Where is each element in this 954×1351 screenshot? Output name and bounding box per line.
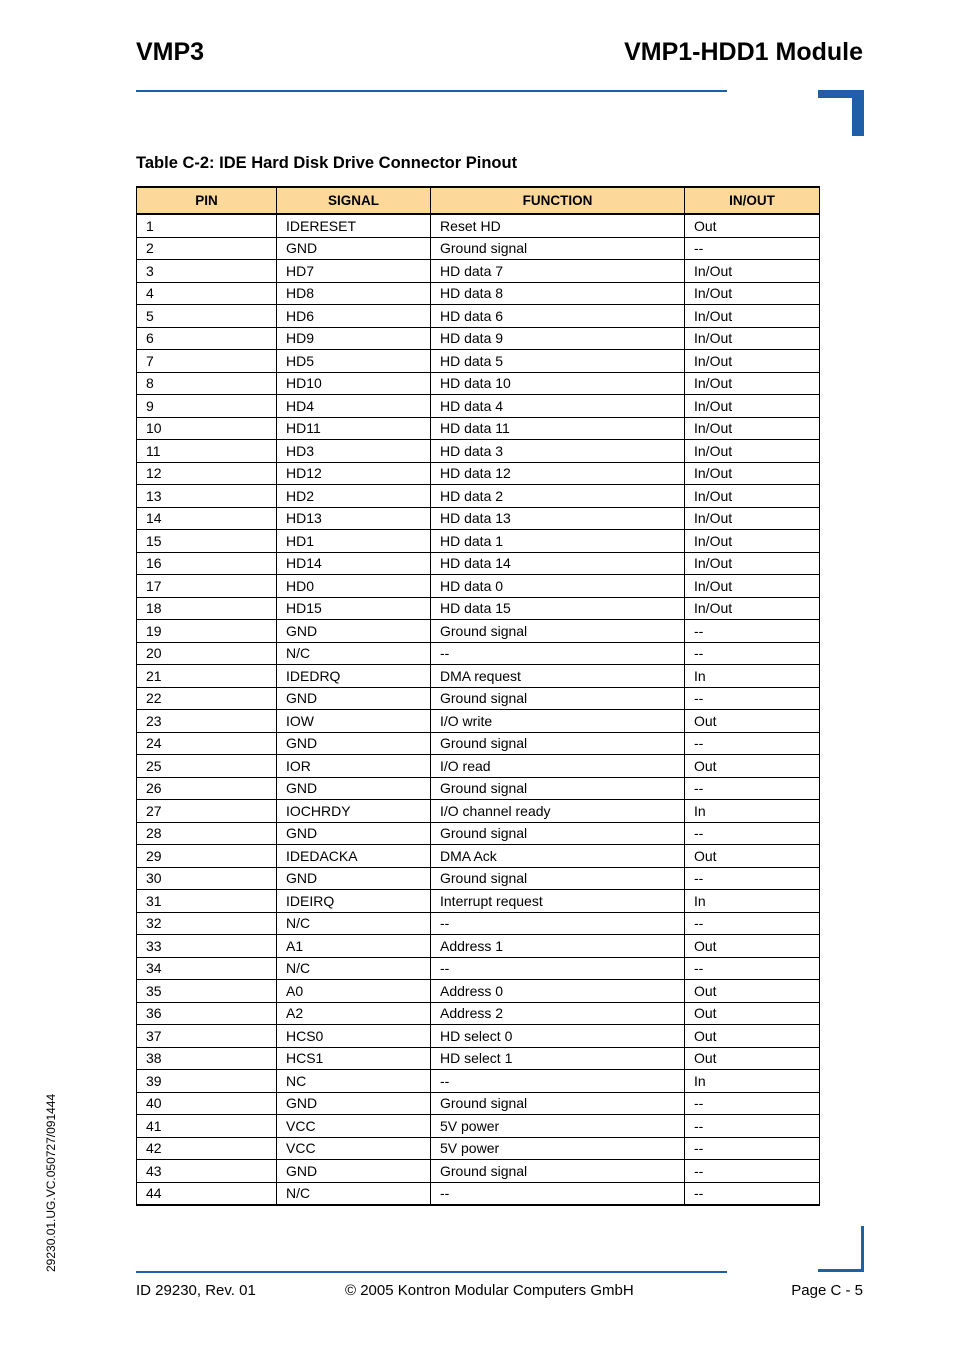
cell-inout: In/Out <box>685 327 820 350</box>
cell-inout: In/Out <box>685 552 820 575</box>
cell-pin: 22 <box>137 687 277 710</box>
cell-function: 5V power <box>431 1137 685 1160</box>
table-row <box>137 237 820 260</box>
table-row <box>137 260 820 283</box>
cell-pin: 2 <box>137 237 277 260</box>
cell-pin: 29 <box>137 845 277 868</box>
cell-signal: GND <box>277 777 431 800</box>
cell-function: HD data 6 <box>431 305 685 328</box>
cell-pin: 13 <box>137 485 277 508</box>
cell-function: HD data 14 <box>431 552 685 575</box>
document-id-vertical: 29230.01.UG.VC.050727/091444 <box>44 1093 58 1272</box>
table-row <box>137 1182 820 1205</box>
cell-function: -- <box>431 1070 685 1093</box>
cell-function: DMA request <box>431 665 685 688</box>
table-row <box>137 552 820 575</box>
cell-function: HD data 4 <box>431 395 685 418</box>
cell-pin: 23 <box>137 710 277 733</box>
cell-inout: Out <box>685 980 820 1003</box>
cell-function: HD data 15 <box>431 597 685 620</box>
cell-inout: -- <box>685 1182 820 1205</box>
cell-function: Ground signal <box>431 732 685 755</box>
footer-document-id: ID 29230, Rev. 01 <box>136 1282 256 1299</box>
cell-signal: IDEDACKA <box>277 845 431 868</box>
footer-page-number: Page C - 5 <box>791 1282 863 1299</box>
table-row <box>137 845 820 868</box>
cell-signal: HD11 <box>277 417 431 440</box>
table-row <box>137 957 820 980</box>
cell-pin: 4 <box>137 282 277 305</box>
table-row <box>137 214 820 237</box>
cell-pin: 14 <box>137 507 277 530</box>
cell-signal: IOR <box>277 755 431 778</box>
table-row <box>137 372 820 395</box>
cell-function: I/O read <box>431 755 685 778</box>
cell-function: HD data 7 <box>431 260 685 283</box>
cell-function: Ground signal <box>431 237 685 260</box>
cell-pin: 7 <box>137 350 277 373</box>
column-header-pin: PIN <box>137 187 277 214</box>
cell-pin: 17 <box>137 575 277 598</box>
cell-inout: Out <box>685 214 820 237</box>
cell-inout: -- <box>685 957 820 980</box>
cell-pin: 34 <box>137 957 277 980</box>
cell-pin: 8 <box>137 372 277 395</box>
cell-inout: Out <box>685 755 820 778</box>
table-row <box>137 980 820 1003</box>
table-row <box>137 305 820 328</box>
cell-function: Ground signal <box>431 620 685 643</box>
cell-signal: GND <box>277 1160 431 1183</box>
cell-signal: HD1 <box>277 530 431 553</box>
cell-function: Ground signal <box>431 1092 685 1115</box>
cell-inout: Out <box>685 935 820 958</box>
corner-mark-top-vertical <box>852 90 864 136</box>
pinout-table <box>136 186 820 1206</box>
cell-signal: HD9 <box>277 327 431 350</box>
cell-inout: In <box>685 665 820 688</box>
table-row <box>137 327 820 350</box>
cell-function: I/O write <box>431 710 685 733</box>
cell-signal: A2 <box>277 1002 431 1025</box>
cell-inout: -- <box>685 732 820 755</box>
cell-inout: In/Out <box>685 485 820 508</box>
cell-signal: GND <box>277 1092 431 1115</box>
cell-pin: 41 <box>137 1115 277 1138</box>
table-row <box>137 485 820 508</box>
cell-inout: In/Out <box>685 372 820 395</box>
cell-pin: 25 <box>137 755 277 778</box>
cell-function: Ground signal <box>431 822 685 845</box>
table-row <box>137 440 820 463</box>
cell-inout: In/Out <box>685 395 820 418</box>
cell-inout: In/Out <box>685 462 820 485</box>
cell-pin: 5 <box>137 305 277 328</box>
cell-signal: HCS0 <box>277 1025 431 1048</box>
table-row <box>137 935 820 958</box>
cell-function: -- <box>431 957 685 980</box>
cell-inout: In/Out <box>685 305 820 328</box>
cell-pin: 20 <box>137 642 277 665</box>
cell-signal: IDEDRQ <box>277 665 431 688</box>
cell-function: Ground signal <box>431 867 685 890</box>
cell-signal: HD4 <box>277 395 431 418</box>
cell-pin: 37 <box>137 1025 277 1048</box>
cell-signal: N/C <box>277 912 431 935</box>
cell-inout: In/Out <box>685 507 820 530</box>
cell-signal: HD2 <box>277 485 431 508</box>
cell-function: -- <box>431 1182 685 1205</box>
table-row <box>137 575 820 598</box>
cell-signal: IDERESET <box>277 214 431 237</box>
cell-signal: IOW <box>277 710 431 733</box>
table-row <box>137 687 820 710</box>
cell-inout: Out <box>685 845 820 868</box>
table-row <box>137 395 820 418</box>
cell-function: Interrupt request <box>431 890 685 913</box>
cell-function: I/O channel ready <box>431 800 685 823</box>
table-row <box>137 665 820 688</box>
column-header-signal: SIGNAL <box>277 187 431 214</box>
cell-function: HD data 12 <box>431 462 685 485</box>
cell-inout: Out <box>685 710 820 733</box>
cell-pin: 39 <box>137 1070 277 1093</box>
cell-function: Reset HD <box>431 214 685 237</box>
cell-inout: In/Out <box>685 350 820 373</box>
cell-pin: 32 <box>137 912 277 935</box>
cell-function: HD data 10 <box>431 372 685 395</box>
cell-inout: -- <box>685 867 820 890</box>
cell-pin: 10 <box>137 417 277 440</box>
cell-function: Ground signal <box>431 687 685 710</box>
cell-inout: Out <box>685 1047 820 1070</box>
cell-inout: In/Out <box>685 417 820 440</box>
cell-function: Address 1 <box>431 935 685 958</box>
table-row <box>137 417 820 440</box>
cell-function: HD data 5 <box>431 350 685 373</box>
footer-copyright: © 2005 Kontron Modular Computers GmbH <box>345 1282 634 1299</box>
column-header-function: FUNCTION <box>431 187 685 214</box>
table-row <box>137 282 820 305</box>
cell-pin: 42 <box>137 1137 277 1160</box>
cell-signal: HD15 <box>277 597 431 620</box>
table-row <box>137 867 820 890</box>
header-product: VMP3 <box>136 38 205 66</box>
cell-signal: GND <box>277 732 431 755</box>
cell-function: Ground signal <box>431 777 685 800</box>
cell-function: HD select 0 <box>431 1025 685 1048</box>
cell-signal: HD6 <box>277 305 431 328</box>
cell-inout: -- <box>685 912 820 935</box>
cell-signal: HD3 <box>277 440 431 463</box>
table-row <box>137 777 820 800</box>
table-row <box>137 1047 820 1070</box>
cell-signal: GND <box>277 687 431 710</box>
cell-inout: -- <box>685 822 820 845</box>
table-row <box>137 530 820 553</box>
cell-pin: 3 <box>137 260 277 283</box>
cell-signal: VCC <box>277 1115 431 1138</box>
cell-inout: -- <box>685 687 820 710</box>
table-row <box>137 800 820 823</box>
table-row <box>137 1025 820 1048</box>
cell-function: HD data 9 <box>431 327 685 350</box>
cell-pin: 21 <box>137 665 277 688</box>
table-row <box>137 1115 820 1138</box>
corner-mark-bottom-vertical <box>861 1226 864 1272</box>
table-row <box>137 620 820 643</box>
cell-inout: In/Out <box>685 282 820 305</box>
cell-pin: 19 <box>137 620 277 643</box>
cell-signal: GND <box>277 822 431 845</box>
cell-pin: 15 <box>137 530 277 553</box>
table-row <box>137 1002 820 1025</box>
table-row <box>137 890 820 913</box>
header-rule <box>136 90 727 92</box>
table-row <box>137 1070 820 1093</box>
cell-signal: A1 <box>277 935 431 958</box>
cell-inout: -- <box>685 237 820 260</box>
cell-pin: 24 <box>137 732 277 755</box>
cell-signal: HD13 <box>277 507 431 530</box>
cell-function: Ground signal <box>431 1160 685 1183</box>
cell-signal: IOCHRDY <box>277 800 431 823</box>
cell-signal: IDEIRQ <box>277 890 431 913</box>
table-row <box>137 462 820 485</box>
cell-signal: VCC <box>277 1137 431 1160</box>
cell-inout: In/Out <box>685 575 820 598</box>
cell-function: HD data 0 <box>431 575 685 598</box>
table-body <box>137 214 820 1205</box>
cell-inout: -- <box>685 1092 820 1115</box>
table-row <box>137 755 820 778</box>
cell-signal: HD14 <box>277 552 431 575</box>
cell-inout: -- <box>685 620 820 643</box>
table-row <box>137 597 820 620</box>
cell-pin: 9 <box>137 395 277 418</box>
cell-pin: 31 <box>137 890 277 913</box>
cell-pin: 27 <box>137 800 277 823</box>
cell-signal: N/C <box>277 1182 431 1205</box>
cell-pin: 40 <box>137 1092 277 1115</box>
cell-function: HD data 3 <box>431 440 685 463</box>
cell-function: HD data 8 <box>431 282 685 305</box>
cell-pin: 30 <box>137 867 277 890</box>
cell-signal: N/C <box>277 642 431 665</box>
cell-pin: 36 <box>137 1002 277 1025</box>
cell-signal: N/C <box>277 957 431 980</box>
cell-signal: GND <box>277 237 431 260</box>
cell-pin: 11 <box>137 440 277 463</box>
cell-inout: -- <box>685 642 820 665</box>
cell-signal: HD12 <box>277 462 431 485</box>
table-row <box>137 822 820 845</box>
cell-pin: 43 <box>137 1160 277 1183</box>
cell-pin: 38 <box>137 1047 277 1070</box>
column-header-inout: IN/OUT <box>685 187 820 214</box>
cell-signal: HD10 <box>277 372 431 395</box>
cell-signal: GND <box>277 867 431 890</box>
cell-signal: HD8 <box>277 282 431 305</box>
cell-function: Address 2 <box>431 1002 685 1025</box>
cell-inout: In <box>685 890 820 913</box>
cell-signal: HD5 <box>277 350 431 373</box>
cell-inout: Out <box>685 1025 820 1048</box>
cell-pin: 12 <box>137 462 277 485</box>
corner-mark-bottom <box>818 1269 864 1272</box>
cell-function: -- <box>431 642 685 665</box>
cell-pin: 44 <box>137 1182 277 1205</box>
cell-function: HD data 11 <box>431 417 685 440</box>
table-row <box>137 710 820 733</box>
cell-pin: 16 <box>137 552 277 575</box>
cell-function: DMA Ack <box>431 845 685 868</box>
cell-function: HD data 13 <box>431 507 685 530</box>
cell-inout: In <box>685 1070 820 1093</box>
cell-signal: HD7 <box>277 260 431 283</box>
table-row <box>137 1137 820 1160</box>
table-caption: Table C-2: IDE Hard Disk Drive Connector Pinout <box>136 154 518 172</box>
cell-inout: In/Out <box>685 260 820 283</box>
cell-function: HD data 2 <box>431 485 685 508</box>
footer-rule <box>136 1271 727 1273</box>
cell-pin: 26 <box>137 777 277 800</box>
cell-pin: 6 <box>137 327 277 350</box>
cell-function: 5V power <box>431 1115 685 1138</box>
table-row <box>137 642 820 665</box>
cell-inout: -- <box>685 777 820 800</box>
cell-inout: In <box>685 800 820 823</box>
header-module-title: VMP1-HDD1 Module <box>624 38 863 66</box>
cell-pin: 35 <box>137 980 277 1003</box>
cell-pin: 18 <box>137 597 277 620</box>
cell-function: -- <box>431 912 685 935</box>
cell-signal: HD0 <box>277 575 431 598</box>
cell-inout: -- <box>685 1160 820 1183</box>
cell-function: HD select 1 <box>431 1047 685 1070</box>
table-row <box>137 350 820 373</box>
cell-pin: 28 <box>137 822 277 845</box>
cell-signal: GND <box>277 620 431 643</box>
cell-function: Address 0 <box>431 980 685 1003</box>
cell-inout: In/Out <box>685 530 820 553</box>
table-row <box>137 507 820 530</box>
cell-pin: 33 <box>137 935 277 958</box>
table-row <box>137 732 820 755</box>
cell-signal: HCS1 <box>277 1047 431 1070</box>
cell-inout: Out <box>685 1002 820 1025</box>
table-row <box>137 912 820 935</box>
cell-inout: In/Out <box>685 440 820 463</box>
table-row <box>137 1092 820 1115</box>
cell-signal: A0 <box>277 980 431 1003</box>
table-header-row <box>137 187 820 214</box>
cell-signal: NC <box>277 1070 431 1093</box>
cell-pin: 1 <box>137 214 277 237</box>
cell-inout: -- <box>685 1137 820 1160</box>
cell-function: HD data 1 <box>431 530 685 553</box>
table-row <box>137 1160 820 1183</box>
cell-inout: In/Out <box>685 597 820 620</box>
cell-inout: -- <box>685 1115 820 1138</box>
